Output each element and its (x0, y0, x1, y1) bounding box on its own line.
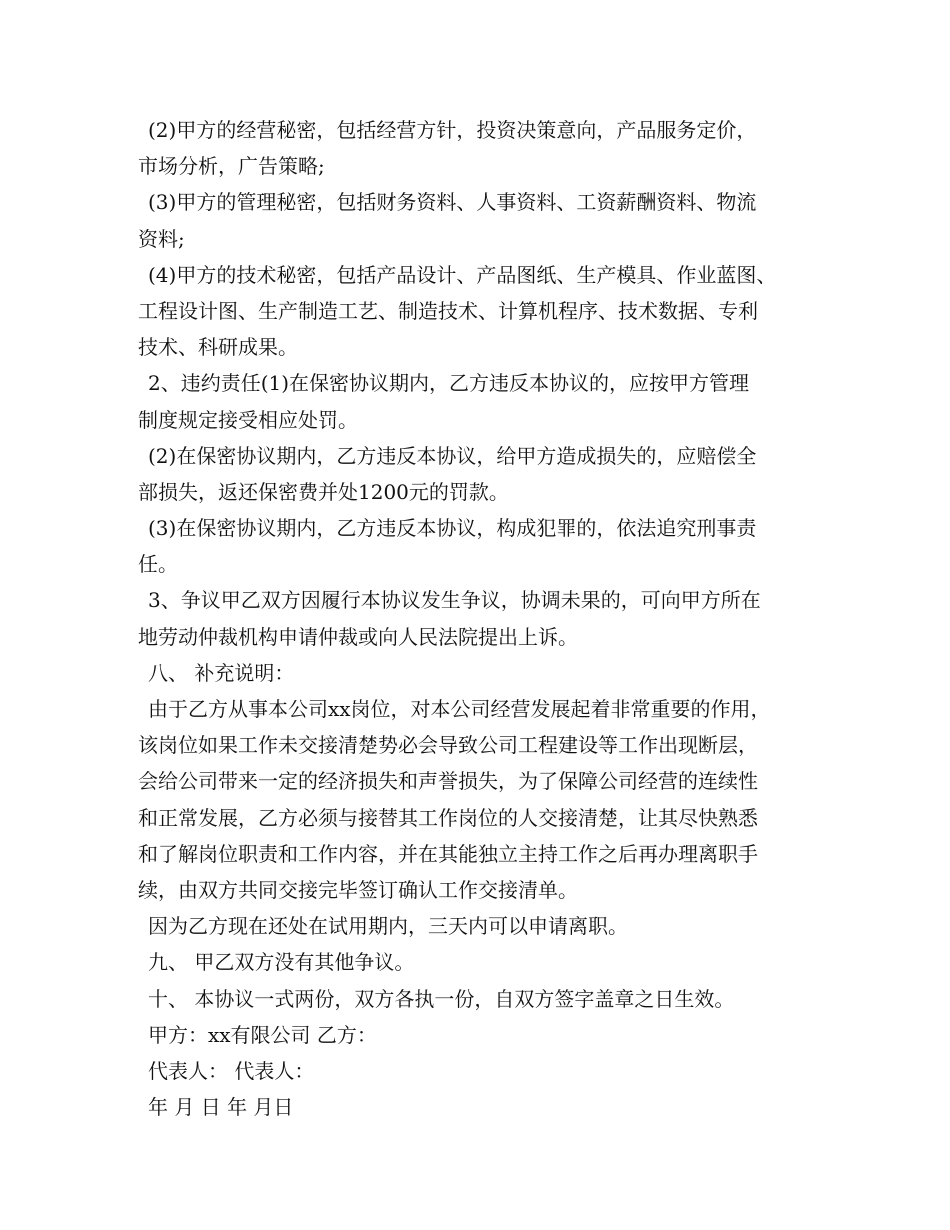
document-body (138, 112, 828, 1125)
text-line: 续，由双方共同交接完毕签订确认工作交接清单。 (138, 877, 578, 902)
text-line: (2)甲方的经营秘密，包括经营方针，投资决策意向，产品服务定价， (148, 118, 757, 142)
text-line: 地劳动仲裁机构申请仲裁或向人民法院提出上诉。 (138, 624, 578, 649)
text-line: 由于乙方从事本公司xx岗位，对本公司经营发展起着非常重要的作用， (148, 697, 771, 721)
text-line: 因为乙方现在还处在试用期内，三天内可以申请离职。 (148, 914, 628, 939)
text-line: (4)甲方的技术秘密，包括产品设计、产品图纸、生产模具、作业蓝图、 (148, 262, 777, 287)
text-line: 技术、科研成果。 (138, 335, 298, 360)
text-line: 工程设计图、生产制造工艺、制造技术、计算机程序、技术数据、专利 (138, 298, 758, 323)
signature-date: 年 月 日 年 月日 (148, 1095, 294, 1120)
text-line: 制度规定接受相应处罚。 (138, 407, 358, 432)
text-line: 会给公司带来一定的经济损失和声誉损失，为了保障公司经营的连续性 (138, 769, 758, 794)
text-line: 市场分析，广告策略; (138, 154, 325, 179)
text-line: 该岗位如果工作未交接清楚势必会导致公司工程建设等工作出现断层， (138, 733, 758, 758)
text-line: (3)在保密协议期内，乙方违反本协议，构成犯罪的，依法追究刑事责 (148, 516, 757, 541)
section-heading: 八、 补充说明： (148, 660, 295, 685)
signature-parties: 甲方：xx有限公司 乙方： (148, 1022, 377, 1047)
text-line: (3)甲方的管理秘密，包括财务资料、人事资料、工资薪酬资料、物流 (148, 190, 757, 215)
section-heading: 九、 甲乙双方没有其他争议。 (148, 950, 415, 975)
text-line: 和了解岗位职责和工作内容，并在其能独立主持工作之后再办理离职手 (138, 841, 758, 866)
text-line: 和正常发展，乙方必须与接替其工作岗位的人交接清楚，让其尽快熟悉 (138, 805, 758, 830)
section-heading: 十、 本协议一式两份，双方各执一份，自双方签字盖章之日生效。 (148, 986, 735, 1011)
text-line: (2)在保密协议期内，乙方违反本协议，给甲方造成损失的，应赔偿全 (148, 443, 757, 468)
text-line: 任。 (138, 552, 178, 577)
text-line: 2、违约责任(1)在保密协议期内，乙方违反本协议的，应按甲方管理 (148, 371, 750, 396)
text-line: 资料; (138, 226, 185, 251)
signature-representatives: 代表人： 代表人： (148, 1058, 315, 1083)
text-line: 部损失，返还保密费并处1200元的罚款。 (138, 479, 509, 504)
text-line: 3、争议甲乙双方因履行本协议发生争议，协调未果的，可向甲方所在 (148, 588, 761, 613)
